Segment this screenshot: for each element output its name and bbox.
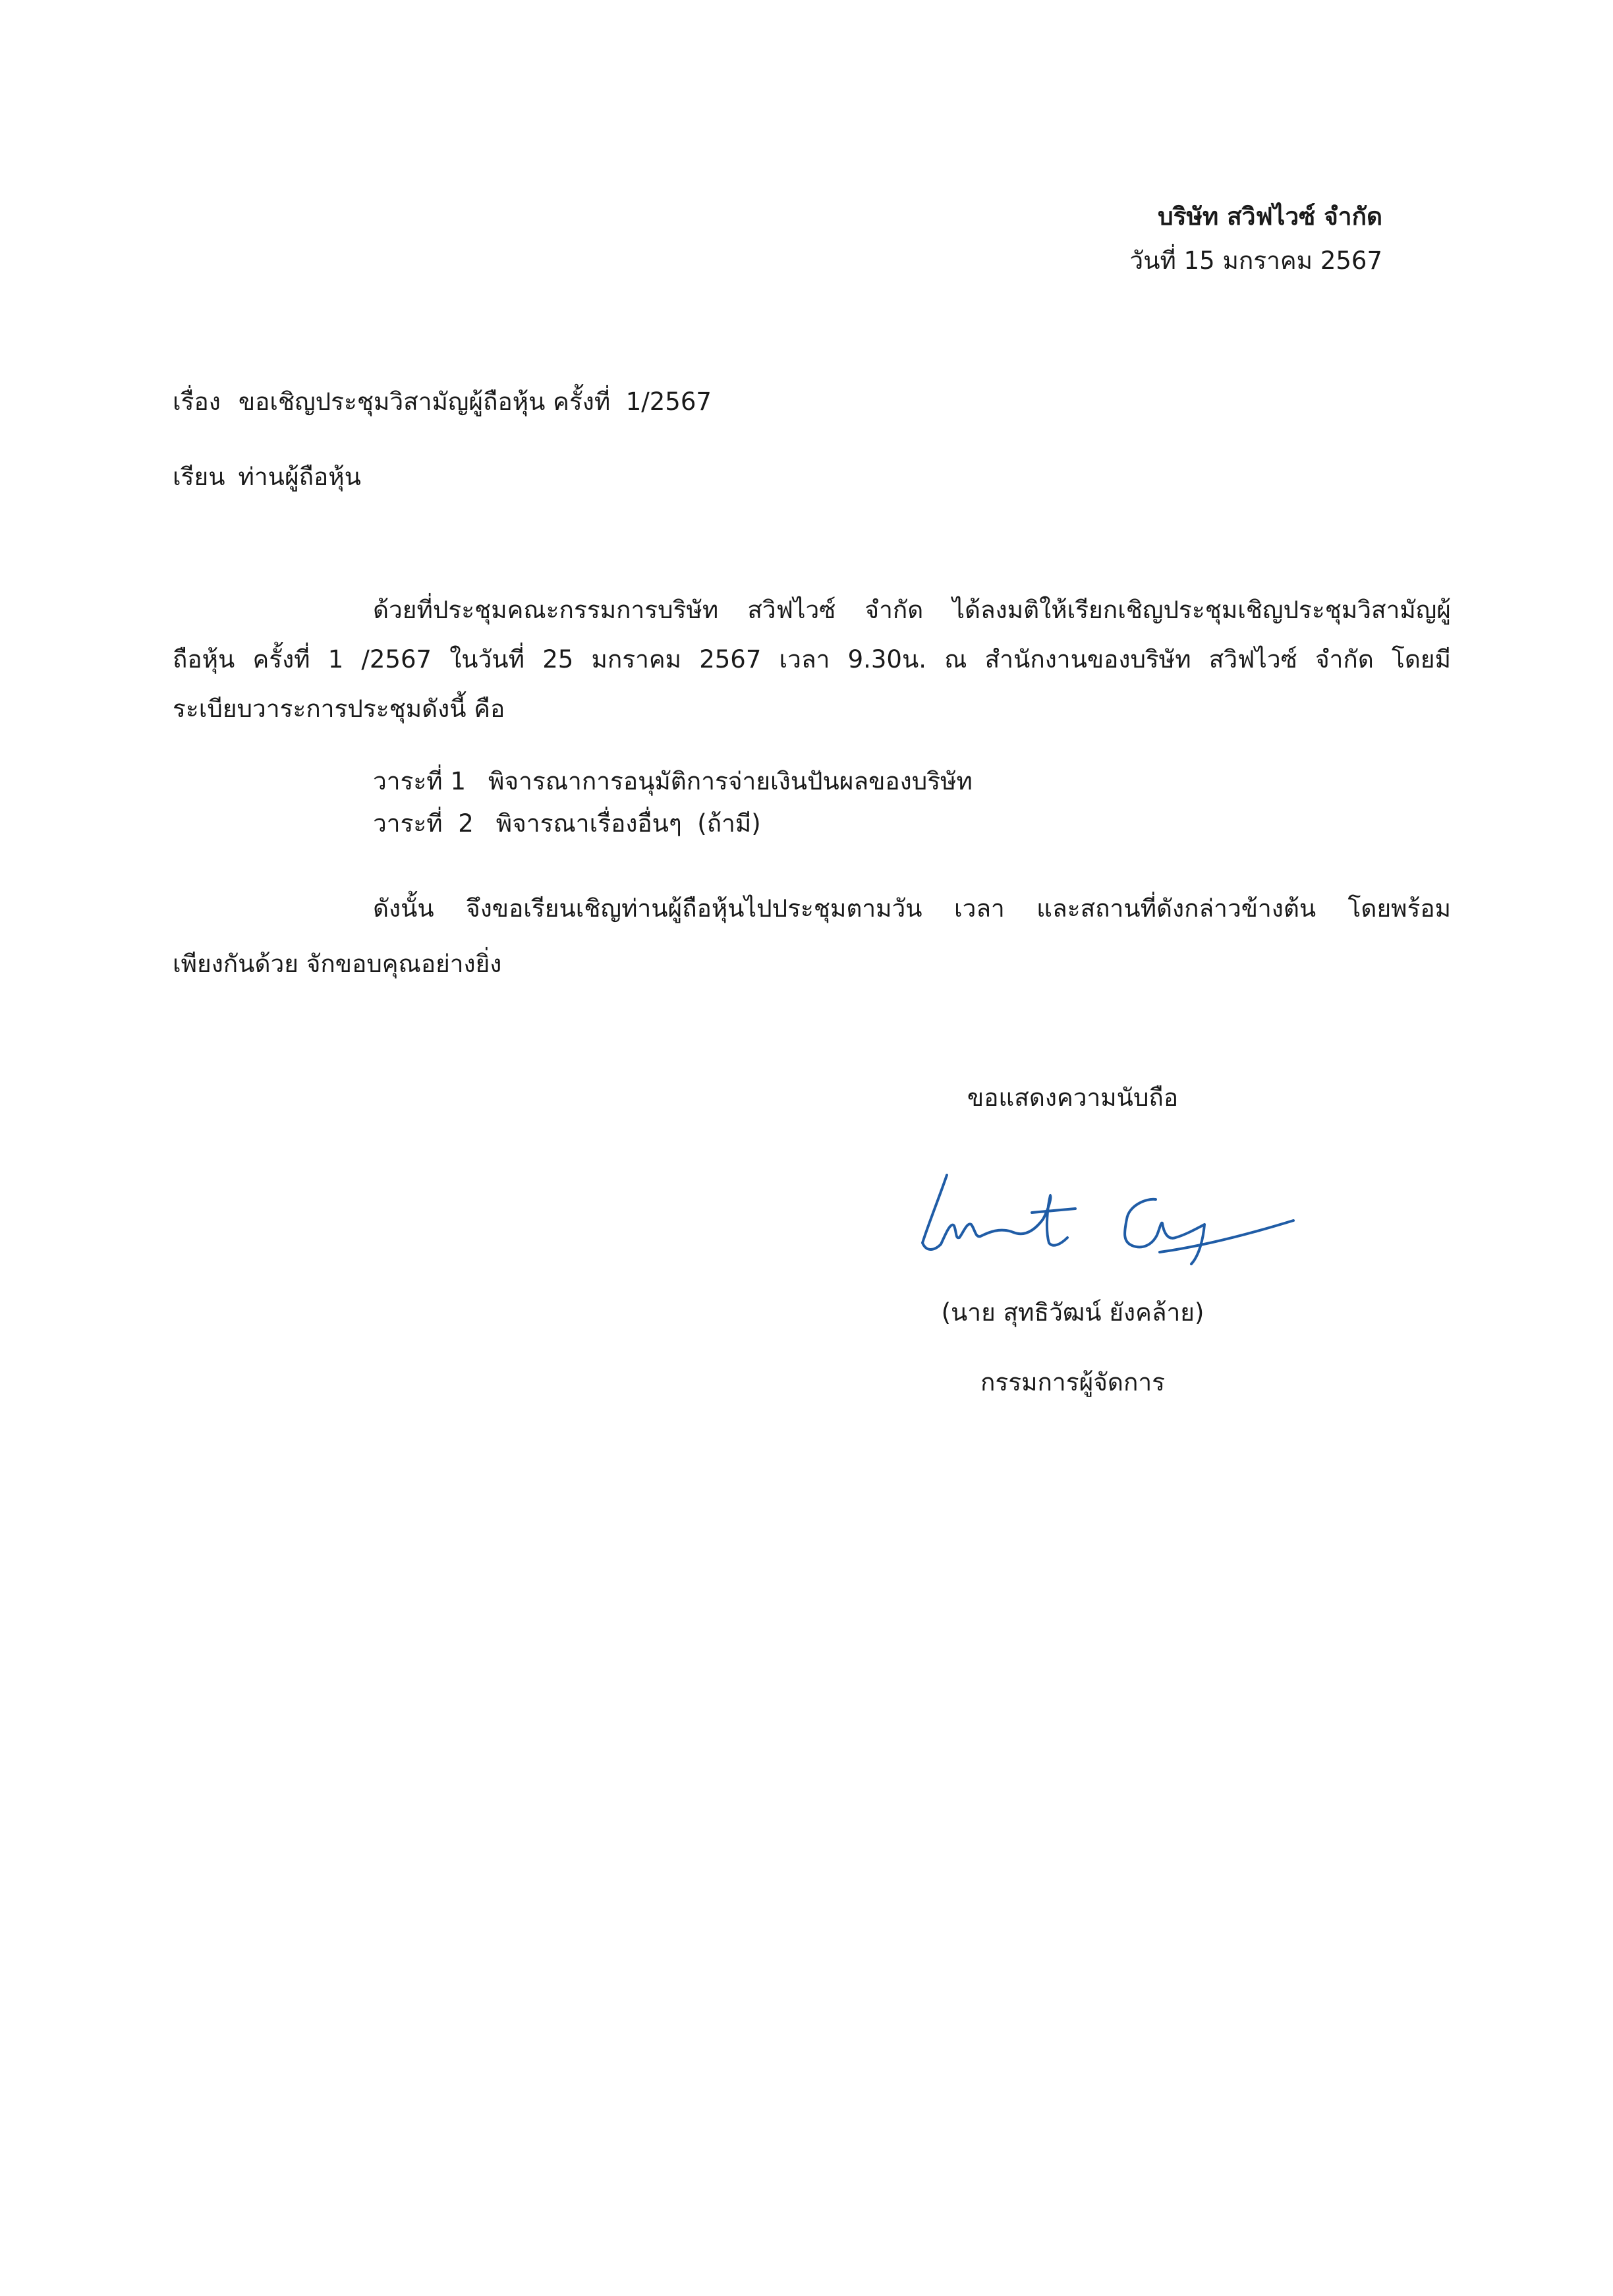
salutation-label: เรียน xyxy=(173,463,225,491)
paragraph-line: เพียงกันด้วย จักขอบคุณอย่างยิ่ง xyxy=(173,950,502,978)
closing-text: ขอแสดงความนับถือ xyxy=(967,1083,1179,1112)
agenda-text: พิจารณาเรื่องอื่นๆ (ถ้ามี) xyxy=(495,809,761,838)
signatory-title: กรรมการผู้จัดการ xyxy=(980,1368,1166,1396)
subject-text: ขอเชิญประชุมวิสามัญผู้ถือหุ้น ครั้งที่ 1/2567 xyxy=(238,387,712,416)
signature xyxy=(915,1166,1297,1265)
agenda-item xyxy=(373,803,1451,845)
body-paragraph-1 xyxy=(173,585,1451,733)
paragraph-line: ดังนั้น จึงขอเรียนเชิญท่านผู้ถือหุ้นไปประชุมตามวัน เวลา และสถานที่ดังกล่าวข้างต้น โดยพร้อม xyxy=(373,894,1451,923)
letter-page xyxy=(173,0,1451,1402)
agenda-text: พิจารณาการอนุมัติการจ่ายเงินปันผลของบริษัท xyxy=(488,767,973,795)
letter-date: วันที่ 15 มกราคม 2567 xyxy=(1129,246,1382,275)
agenda-list xyxy=(173,761,1451,845)
agenda-label: วาระที่ 1 xyxy=(373,767,466,795)
paragraph-line: ระเบียบวาระการประชุมดังนี้ คือ xyxy=(173,695,505,723)
signatory-name: (นาย สุทธิวัฒน์ ยังคล้าย) xyxy=(941,1298,1204,1327)
letter-header xyxy=(173,194,1382,283)
closing-block xyxy=(809,1078,1336,1402)
company-name: บริษัท สวิฟไวซ์ จำกัด xyxy=(1158,202,1382,231)
signature-stroke xyxy=(1125,1199,1204,1264)
salutation-text: ท่านผู้ถือหุ้น xyxy=(238,463,361,491)
agenda-item xyxy=(373,761,1451,803)
subject-label: เรื่อง xyxy=(173,387,221,416)
signature-stroke xyxy=(1032,1209,1075,1213)
agenda-label: วาระที่ 2 xyxy=(373,809,474,838)
subject-line xyxy=(173,382,1451,422)
body-paragraph-2 xyxy=(173,881,1451,992)
paragraph-line: ด้วยที่ประชุมคณะกรรมการบริษัท สวิฟไวซ์ จำกัด ได้ลงมติให้เรียกเชิญประชุมเชิญประชุมวิสามัญผู้ xyxy=(373,596,1451,624)
paragraph-line: ถือหุ้น ครั้งที่ 1 /2567 ในวันที่ 25 มกราคม 2567 เวลา 9.30น. ณ สำนักงานของบริษัท สวิฟไวซ์ จำกัด โดยมี xyxy=(173,645,1451,674)
salutation-line xyxy=(173,457,1451,497)
